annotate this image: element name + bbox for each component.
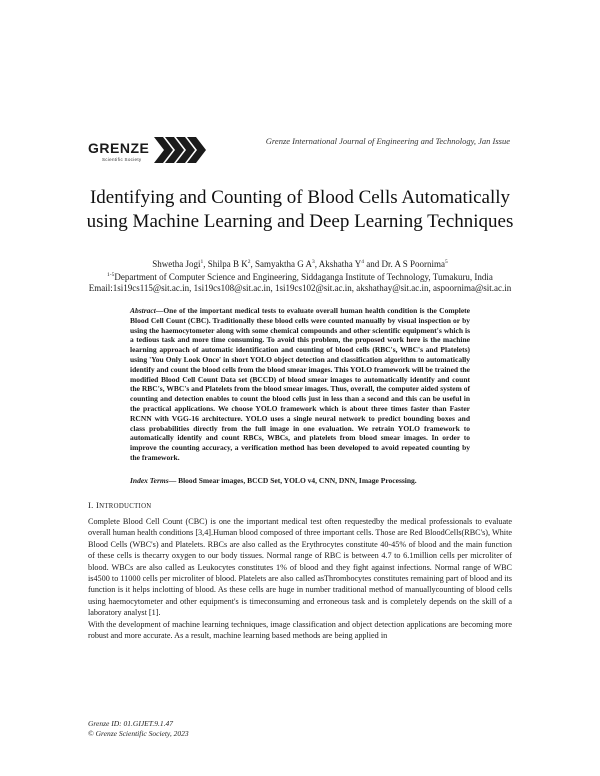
copyright: © Grenze Scientific Society, 2023 bbox=[88, 729, 189, 738]
author-name: Samyaktha G A bbox=[255, 259, 313, 269]
author-names: Shwetha Jogi$^1$, Shilpa B $K^2$, Samyaktha G $A^3$, Akshatha $Y^4$ and Dr. A S Poornima$^5$ bbox=[152, 259, 448, 269]
author-emails: Email:1si19cs115@sit.ac.in, 1si19cs108@sit.ac.in, 1si19cs102@sit.ac.in, akshathay@sit.ac.in, aspoornima@sit.ac.in bbox=[88, 283, 512, 293]
index-terms-text: — Blood Smear images, BCCD Set, YOLO v4, CNN, DNN, Image Processing. bbox=[168, 476, 417, 485]
affiliation: $^{1-5}$Department of Computer Science and Engineering, Siddaganga Institute of Technology, Tumakuru, India bbox=[107, 272, 493, 282]
paragraph: Complete Blood Cell Count (CBC) is one the important medical test often requestedby the medical professionals to evaluate overall human health conditions [3,4].Human blood composed of three important cells. Those are Red BloodCells(RBC's), White Blood Cells (WBC's) and Platelets. RBCs are also called as the Erythrocytes constitute 40-45% of blood and the main function of these cells is thecarry oxygen to our body tissues. Normal range of RBC is between 4.7 to 6.1million cells per microliter of blood. WBCs are also called as Leukocytes constitutes 1% of blood and they fight against infections. Normal range of WBC is4500 to 11000 cells per microliter of blood. Platelets are also called asThrombocytes constitutes remaining part of blood and its function is it helps inclotting of blood. As these cells are huge in number traditional method of manuallycounting of blood cells using haemocytometer and other equipment's is timeconsuming and erroneous task and is completely depends on the skill of a laboratory analyst [1]. bbox=[88, 517, 512, 618]
logo-wordmark: GRENZE bbox=[88, 140, 150, 156]
abstract-label: Abstract bbox=[130, 306, 156, 315]
paragraph: With the development of machine learning techniques, image classification and object detection applications are becoming more robust and more accurate. As a result, machine learning based methods are being applied in bbox=[88, 619, 512, 641]
logo-chevrons-icon bbox=[154, 137, 206, 163]
grenze-logo bbox=[88, 135, 208, 169]
abstract-text: —One of the important medical tests to evaluate overall human health condition is the Complete Blood Cell Count (CBC). Traditionally these blood cells were counted manually by visual inspection or by using the haemocytometer along with some chemical compounds and other scientific equipment's which is a tedious task and more time consuming. To avoid this problem, the proposed work here is the machine learning approach of automatic identification and counting of blood cells (RBC's, WBC's and Platelets) using 'You Only Look Once' in short YOLO object detection and classification algorithm to automatically identify and count the blood cells from the blood smear images. This YOLO framework will be trained the modified Blood Cell Count Data set (BCCD) of blood smear images to automatically identify and count the RBC's, WBC's and Platelets from the blood smear images. Thus, overall, the computer aided system of counting and detection enables to count the blood cells just in less than a second and this can be useful in the practical applications. We choose YOLO framework which is about three times faster than Faster RCNN with VGG-16 architecture. YOLO uses a single neural network to predict bounding boxes and class probabilities directly from the full image in one evaluation. We retrain YOLO framework to automatically identify and count RBCs, WBCs, and platelets from blood smear images. In order to improve the counting accuracy, a verification method has been developed to avoid repeated counting by the framework. bbox=[130, 306, 470, 462]
author-name: Shilpa B K bbox=[207, 259, 248, 269]
introduction-body bbox=[88, 516, 512, 641]
index-terms bbox=[130, 476, 470, 486]
author-name: Dr. A S Poornima bbox=[381, 259, 445, 269]
abstract bbox=[130, 306, 470, 463]
section-heading-introduction: I. INTRODUCTION bbox=[88, 500, 152, 510]
index-terms-label: Index Terms bbox=[130, 476, 169, 485]
logo-subtext: Scientific Society bbox=[102, 157, 142, 162]
title-line-2: using Machine Learning and Deep Learning Techniques bbox=[86, 211, 514, 232]
author-name: Shwetha Jogi bbox=[152, 259, 201, 269]
author-block bbox=[0, 257, 600, 294]
paper-title bbox=[0, 186, 600, 234]
journal-name: Grenze International Journal of Engineering and Technology, Jan Issue bbox=[265, 136, 510, 146]
grenze-id: Grenze ID: 01.GIJET.9.1.47 bbox=[88, 719, 173, 728]
author-name: Akshatha Y bbox=[318, 259, 362, 269]
page-footer bbox=[88, 719, 189, 739]
title-line-1: Identifying and Counting of Blood Cells Automatically bbox=[89, 187, 511, 208]
